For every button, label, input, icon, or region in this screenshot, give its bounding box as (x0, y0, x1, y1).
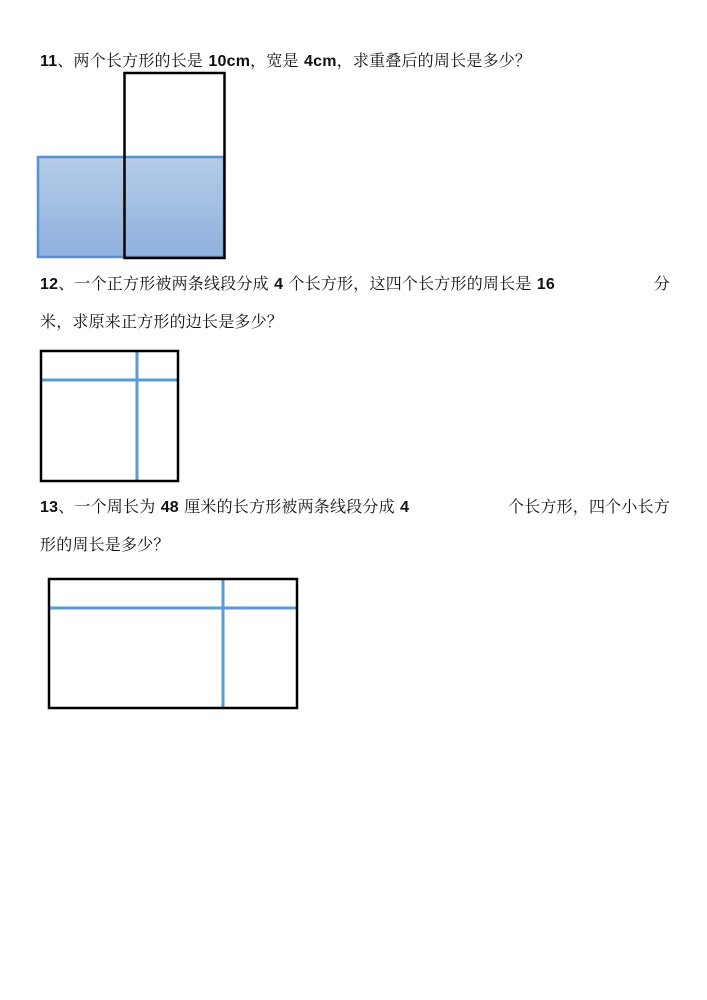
question-13-text-line-2: 形的周长是多少？ (40, 535, 170, 554)
rectangle-outline (49, 579, 297, 708)
question-11-text-part: ，求重叠后的周长是多少？ (336, 51, 532, 70)
question-13-figure (0, 568, 707, 718)
square-outline (41, 351, 178, 481)
question-11-length-value: 10cm (208, 53, 251, 70)
question-11-text-part: 、两个长方形的长是 (57, 51, 209, 70)
question-13-text-part: 厘米的长方形被两条线段分成 (178, 497, 401, 516)
horizontal-rectangle (38, 157, 224, 257)
question-11-figure (0, 0, 707, 270)
question-12-text-part: 分 (653, 274, 670, 293)
question-13-text-line-1 (40, 497, 670, 518)
question-12-count-value: 4 (274, 276, 284, 293)
question-13-number: 13 (40, 499, 59, 516)
question-12-text-part: 、一个正方形被两条线段分成 (58, 274, 275, 293)
question-13-text-part: 、一个周长为 (58, 497, 161, 516)
question-13-text-part: 个长方形，四个小长方 (507, 497, 670, 516)
question-13-perimeter-value: 48 (160, 499, 179, 516)
question-12-perimeter-value: 16 (536, 276, 555, 293)
question-12-number: 12 (40, 276, 59, 293)
question-12-figure (0, 340, 707, 490)
question-13-count-value: 4 (400, 499, 410, 516)
question-11-number: 11 (40, 53, 58, 70)
question-11-width-value: 4cm (304, 53, 337, 70)
question-12-text-part: 个长方形，这四个长方形的周长是 (283, 274, 537, 293)
question-12-text-line-2: 米，求原来正方形的边长是多少？ (40, 312, 284, 331)
question-11-text-part: ，宽是 (250, 51, 305, 70)
question-12-text-line-1 (40, 274, 670, 295)
